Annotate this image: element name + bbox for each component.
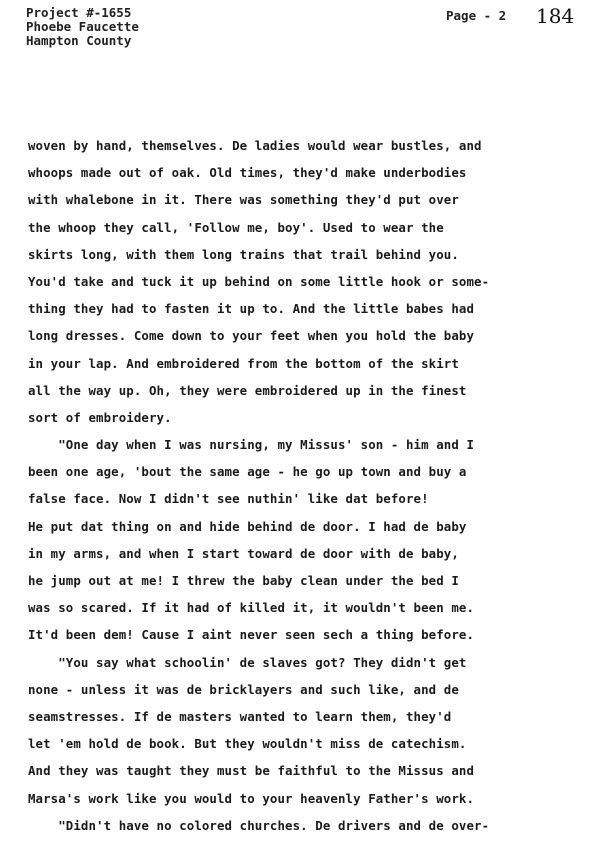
text-line: You'd take and tuck it up behind on some little hook or some- — [28, 273, 490, 289]
text-line: the whoop they call, 'Follow me, boy'. Used to wear the — [28, 219, 444, 235]
page-label: Page - 2 — [446, 8, 507, 23]
text-line: He put dat thing on and hide behind de door. I had de baby — [28, 518, 467, 534]
text-line: with whalebone in it. There was something they'd put over — [28, 192, 459, 208]
text-line: all the way up. Oh, they were embroidered up in the finest — [28, 382, 467, 398]
text-line: "You say what schoolin' de slaves got? They didn't get — [28, 654, 467, 670]
informant-name: Phoebe Faucette — [26, 19, 139, 34]
text-line: skirts long, with them long trains that trail behind you. — [28, 246, 459, 262]
text-line: woven by hand, themselves. De ladies would wear bustles, and — [28, 138, 482, 153]
county-name: Hampton County — [26, 33, 132, 48]
text-line: It'd been dem! Cause I aint never seen sech a thing before. — [28, 627, 475, 643]
text-line: in my arms, and when I start toward de door with de baby, — [28, 545, 459, 561]
text-line: "Didn't have no colored churches. De drivers and de over- — [28, 817, 490, 833]
text-line: none - unless it was de bricklayers and such like, and de — [28, 681, 459, 697]
text-line: Marsa's work like you would to your heavenly Father's work. — [28, 790, 475, 806]
text-line: been one age, 'bout the same age - he go up town and buy a — [28, 464, 467, 480]
text-line: seamstresses. If de masters wanted to learn them, they'd — [28, 708, 452, 724]
text-line: thing they had to fasten it up to. And the little babes had — [28, 301, 475, 317]
text-line: whoops made out of oak. Old times, they'd make underbodies — [28, 165, 467, 181]
text-line: And they was taught they must be faithful to the Missus and — [28, 763, 475, 779]
body-text — [28, 132, 588, 839]
text-line: in your lap. And embroidered from the bottom of the skirt — [28, 355, 459, 371]
text-line: long dresses. Come down to your feet when you hold the baby — [28, 328, 475, 344]
page-number: 184 — [536, 4, 575, 28]
text-line: "One day when I was nursing, my Missus' son - him and I — [28, 437, 475, 453]
text-line: false face. Now I didn't see nuthin' like dat before! — [28, 491, 429, 507]
text-line: was so scared. If it had of killed it, it wouldn't been me. — [28, 600, 475, 616]
text-line: sort of embroidery. — [28, 409, 172, 425]
text-line: he jump out at me! I threw the baby clean under the bed I — [28, 573, 459, 588]
project-number: Project #-1655 — [26, 5, 132, 20]
header-info — [26, 6, 139, 48]
text-line: let 'em hold de book. But they wouldn't miss de catechism. — [28, 736, 467, 752]
